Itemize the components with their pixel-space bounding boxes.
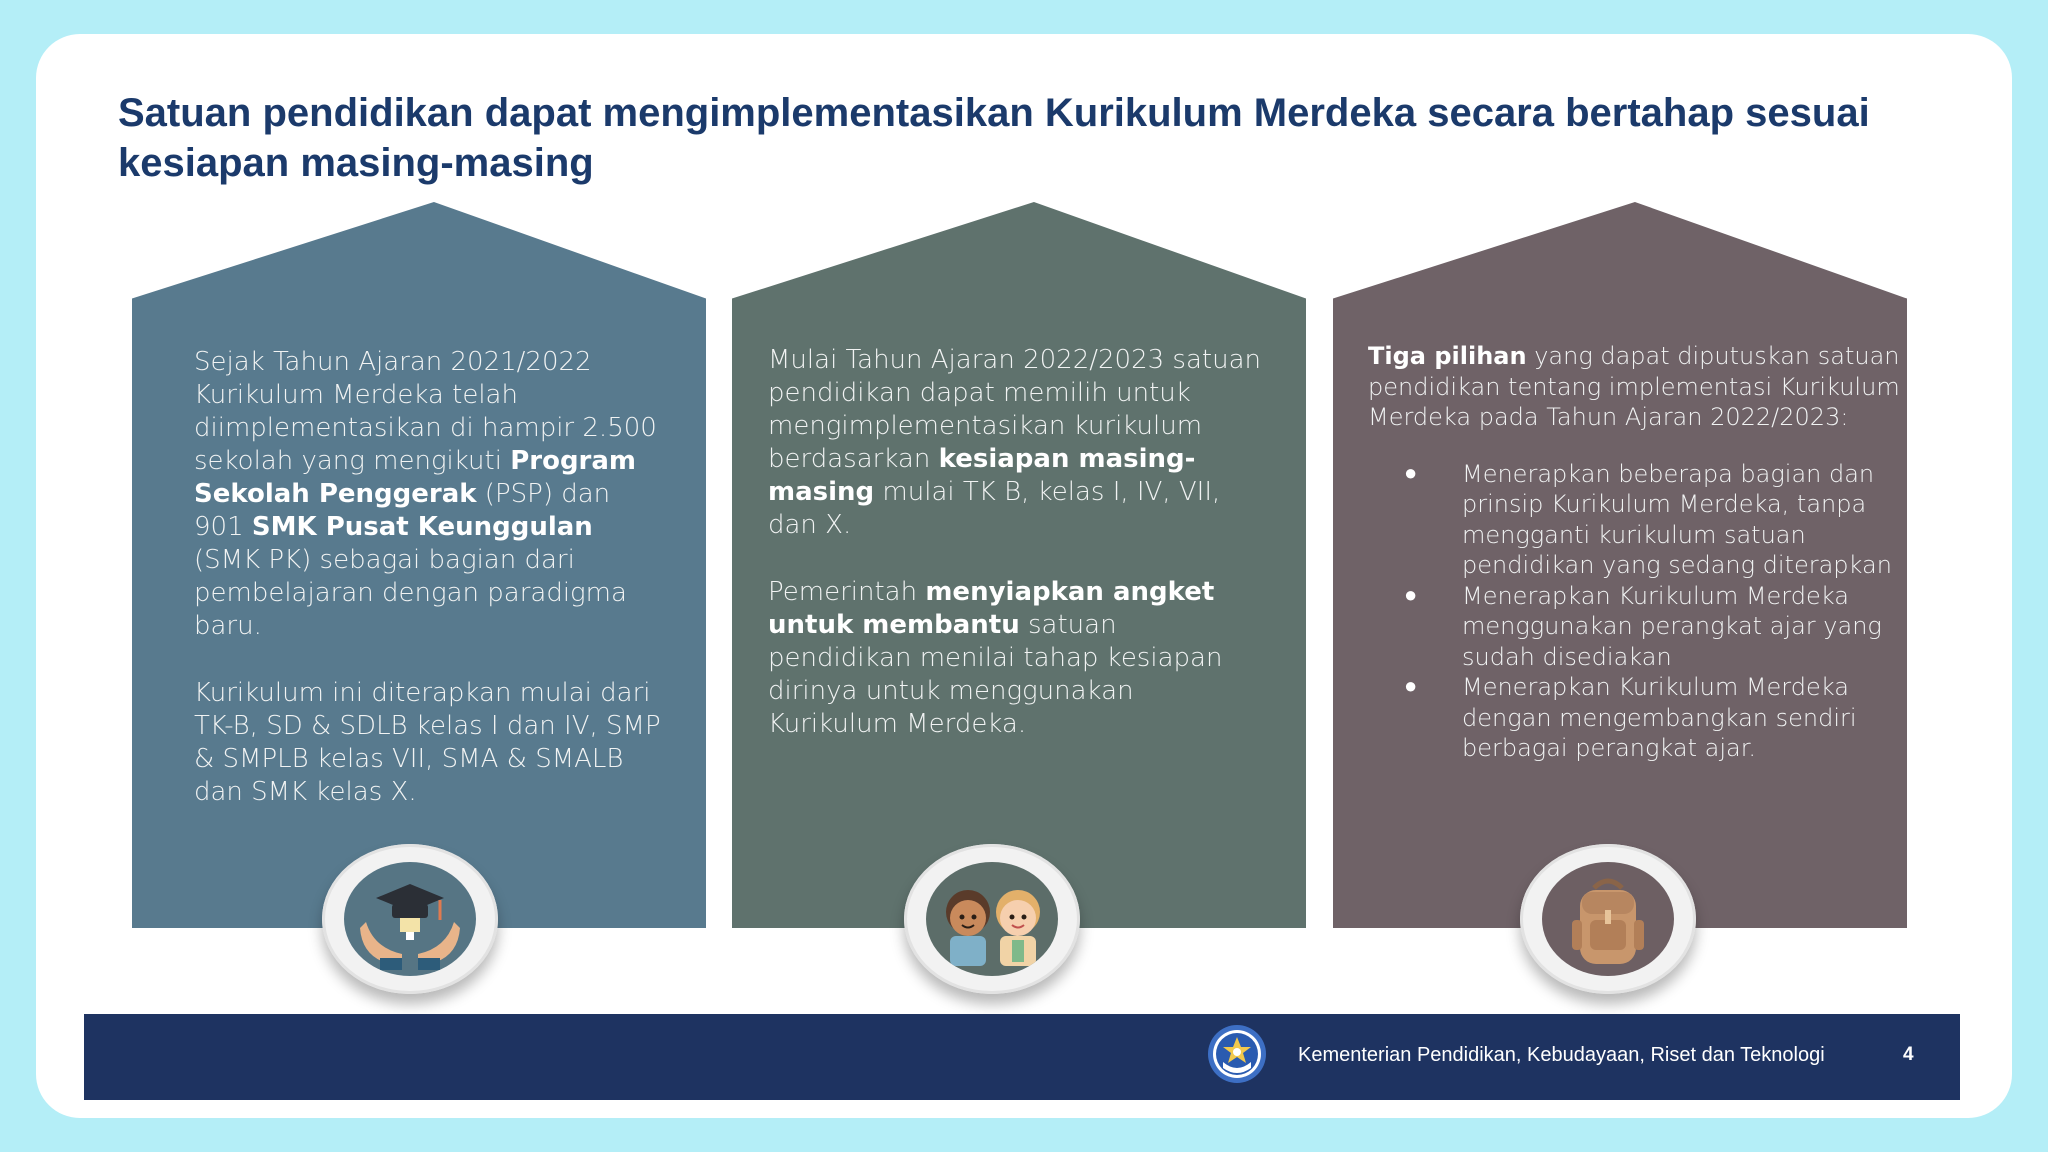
emphasis-text: kesiapan masing-masing <box>768 444 1196 507</box>
presentation-slide <box>84 34 1960 1102</box>
option-item-1: ● Menerapkan beberapa bagian dan prinsip Kurikulum Merdeka, tanpa mengganti kurikulum satuan pendidikan yang sedang diterapkan <box>1404 459 1892 579</box>
text-segment: Sejak Tahun Ajaran 2021/2022 Kurikulum Merdeka telah diimplementasikan di hampir 2.500 sekolah yang mengikuti <box>194 347 657 476</box>
text-segment: Mulai Tahun Ajaran 2022/2023 satuan pendidikan dapat memilih untuk mengimplementasikan kurikulum berdasarkan <box>768 345 1261 474</box>
text-segment: (SMK PK) sebagai bagian dari pembelajaran dengan paradigma baru. <box>194 545 627 641</box>
text-segment: yang dapat diputuskan satuan pendidikan tentang implementasi Kurikulum Merdeka pada Tahun Ajaran 2022/2023: <box>1368 342 1900 431</box>
page-number: 4 <box>1903 1044 1914 1065</box>
card-1-badge <box>322 844 498 994</box>
tut-wuri-handayani-logo-icon <box>1207 1024 1267 1084</box>
card-2-paragraph-1 <box>768 344 1268 542</box>
card-1-text <box>194 346 664 843</box>
emphasis-text: Tiga pilihan <box>1368 342 1527 370</box>
option-item-3: ● Menerapkan Kurikulum Merdeka dengan mengembangkan sendiri berbagai perangkat ajar. <box>1404 673 1857 762</box>
students-icon <box>926 862 1058 976</box>
emphasis-text: SMK Pusat Keunggulan <box>251 512 593 542</box>
bullet-icon: ● <box>1404 582 1418 608</box>
ministry-name: Kementerian Pendidikan, Kebudayaan, Riset dan Teknologi <box>1298 1044 1825 1066</box>
bullet-icon: ● <box>1404 674 1418 699</box>
card-3-intro <box>1368 341 1908 433</box>
card-2-text <box>768 344 1268 775</box>
text-segment: satuan pendidikan menilai tahap kesiapan dirinya untuk menggunakan Kurikulum Merdeka. <box>768 610 1223 739</box>
card-1-paragraph-2 <box>194 677 664 809</box>
emphasis-text: Program Sekolah Penggerak <box>194 446 637 509</box>
card-3-text <box>1368 341 1908 764</box>
backpack-icon <box>1542 862 1674 976</box>
text-segment: Pemerintah <box>768 577 926 607</box>
card-2-badge <box>904 844 1080 994</box>
text-segment: Kurikulum ini diterapkan mulai dari TK-B, SD & SDLB kelas I dan IV, SMP & SMPLB kelas VII, SMA & SMALB dan SMK kelas X. <box>194 678 661 807</box>
footer-underline <box>84 1096 1960 1100</box>
bullet-icon: ● <box>1404 460 1418 486</box>
text-segment: mulai TK B, kelas I, IV, VII, dan X. <box>768 477 1221 540</box>
text-segment: (PSP) dan 901 <box>194 479 611 542</box>
slide-title: Satuan pendidikan dapat mengimplementasikan Kurikulum Merdeka secara bertahap sesuai kesiapan masing-masing <box>118 91 1870 185</box>
graduation-cap-hands-icon <box>344 862 476 976</box>
options-list <box>1368 459 1908 764</box>
card-2-paragraph-2 <box>768 576 1268 741</box>
option-item-2: ● Menerapkan Kurikulum Merdeka menggunakan perangkat ajar yang sudah disediakan <box>1404 581 1882 671</box>
emphasis-text: menyiapkan angket untuk membantu <box>768 577 1215 640</box>
card-1-paragraph-1 <box>194 346 664 643</box>
card-3-badge <box>1520 844 1696 994</box>
